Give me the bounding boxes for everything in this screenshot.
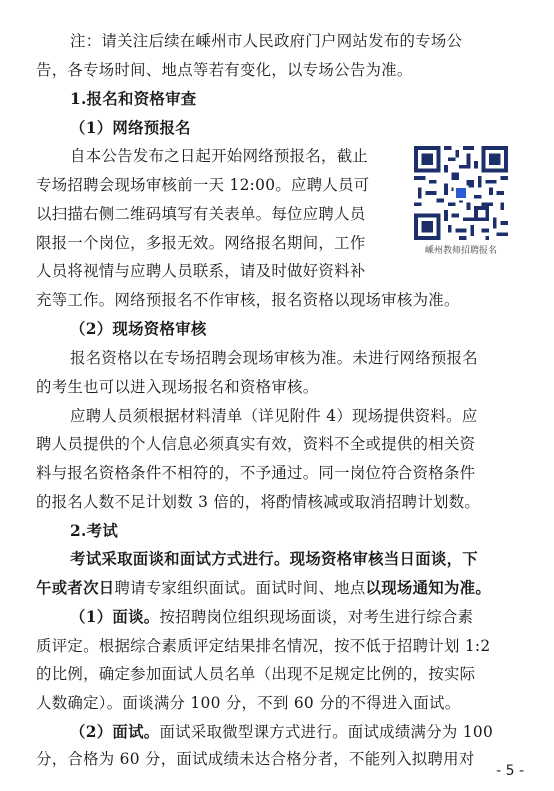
exam-intro-bold-a: 午或者次日 (36, 579, 115, 597)
qr-caption: 嵊州教师招聘报名 (424, 246, 497, 256)
paragraph-line: 报名资格以在专场招聘会现场审核为准。未进行网络预报名 (70, 349, 478, 367)
paragraph-line: 料与报名资格条件不相符的，不予通过。同一岗位符合资格条件 (36, 464, 476, 482)
paragraph-line: 以扫描右侧二维码填写有关表单。每位应聘人员 (36, 205, 366, 223)
subsection-1-1-title: （1）网络预报名 (70, 119, 191, 137)
note-line-1: 注：请关注后续在嵊州市人民政府门户网站发布的专场公 (70, 32, 463, 50)
interview-text: 按招聘岗位组织现场面谈，对考生进行综合素 (159, 608, 474, 626)
section-1-title: 1.报名和资格审查 (70, 90, 197, 108)
exam-line-1 (36, 718, 554, 746)
exam-intro-line-1: 考试采取面谈和面试方式进行。现场资格审核当日面谈，下 (70, 550, 478, 568)
paragraph-line: 分，合格为 60 分，面试成绩未达合格分者，不能列入拟聘用对 (36, 750, 475, 768)
paragraph-line: 聘人员提供的个人信息必须真实有效，资料不全或提供的相关资 (36, 435, 476, 453)
exam-intro-bold-c: 以现场通知为准。 (365, 579, 492, 597)
registration-qr-block (414, 146, 508, 256)
paragraph-line: 专场招聘会现场审核前一天 12:00。应聘人员可 (36, 176, 370, 194)
paragraph-line: 的考生也可以进入现场报名和资格审核。 (36, 378, 319, 396)
paragraph-line: 应聘人员须根据材料清单（详见附件 4）现场提供资料。应 (70, 407, 478, 425)
section-2-title: 2.考试 (70, 522, 119, 540)
paragraph-line: 充等工作。网络预报名不作审核，报名资格以现场审核为准。 (36, 291, 460, 309)
qr-code-icon (414, 146, 508, 240)
paragraph-line: 质评定。根据综合素质评定结果排名情况，按不低于招聘计划 1:2 (36, 637, 491, 655)
note-line-2: 告，各专场时间、地点等若有变化，以专场公告为准。 (36, 61, 413, 79)
paragraph-line: 自本公告发布之日起开始网络预报名，截止 (70, 147, 369, 165)
page-number: - 5 - (496, 763, 524, 779)
subsection-1-2-title: （2）现场资格审核 (70, 320, 207, 338)
paragraph-line: 人员将视情与应聘人员联系，请及时做好资料补 (36, 262, 366, 280)
paragraph-line: 人数确定）。面谈满分 100 分，不到 60 分的不得进入面试。 (36, 694, 461, 712)
exam-text: 面试采取微型课方式进行。面试成绩满分为 100 (159, 723, 494, 741)
interview-label: （1）面谈。 (70, 608, 160, 626)
exam-intro-line-2 (36, 574, 520, 602)
interview-line-1 (36, 603, 554, 631)
paragraph-line: 的报名人数不足计划数 3 倍的，将酌情核减或取消招聘计划数。 (36, 493, 481, 511)
exam-label: （2）面试。 (70, 723, 160, 741)
paragraph-line: 的比例，确定参加面试人员名单（出现不足规定比例的，按实际 (36, 665, 476, 683)
exam-intro-normal: 聘请专家组织面试。面试时间、地点 (114, 579, 366, 597)
paragraph-line: 限报一个岗位，多报无效。网络报名期间，工作 (36, 234, 366, 252)
